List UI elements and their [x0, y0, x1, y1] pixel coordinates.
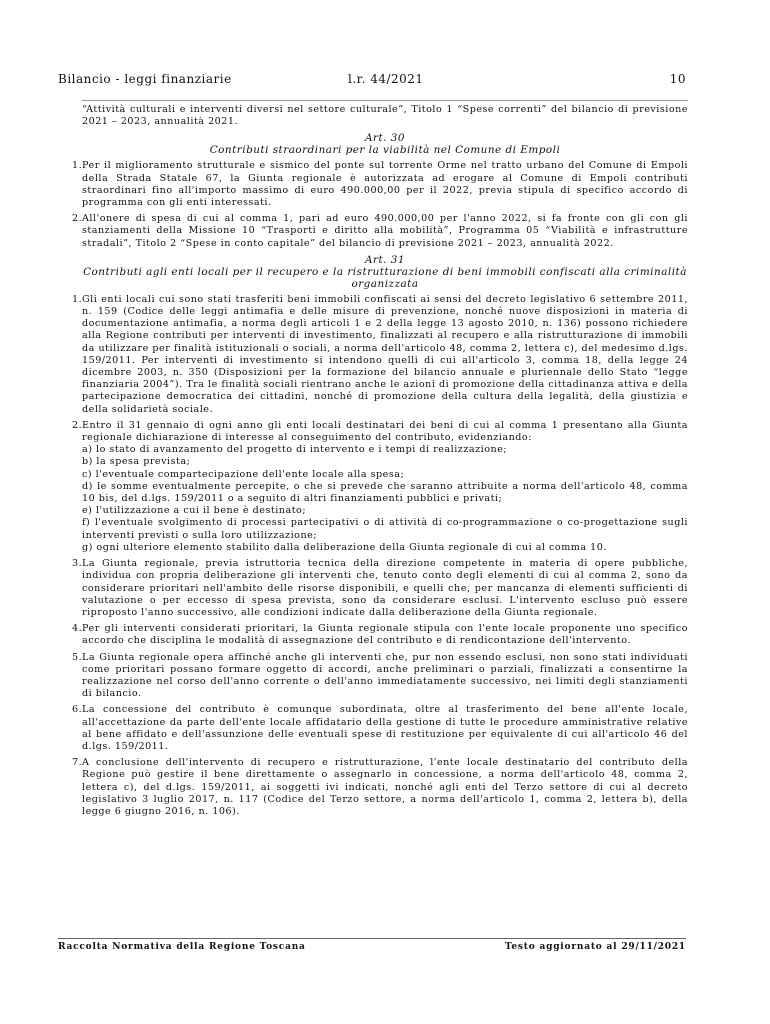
article-31-paragraph-1 — [72, 293, 688, 416]
article-31-paragraph-2 — [72, 419, 688, 554]
paragraph-text: Gli enti locali cui sono stati trasferiti beni immobili confiscati ai sensi del decreto legislativo 6 settembre 2011, n. 159 (Codice delle leggi antimafia e delle misure di prevenzione, nonché nuove disposizioni in materia di documentazione antimafia, a norma degli articoli 1 e 2 della legge 13 agosto 2010, n. 136) possono richiedere alla Regione contributi per interventi di investimento, finalizzati al recupero e alla ristrutturazione di immobili da utilizzare per finalità istituzionali o sociali, a norma dell'articolo 48, comma 2, lettera c), del medesimo d.lgs. 159/2011. Per interventi di investimento si intendono quelli di cui all'articolo 3, comma 18, della legge 24 dicembre 2003, n. 350 (Disposizioni per la formazione del bilancio annuale e pluriennale dello Stato “legge finanziaria 2004”). Tra le finalità sociali rientrano anche le azioni di promozione della cittadinanza attiva e della partecipazione democratica dei cittadini, nonché di promozione della cultura della legalità, della giustizia e della solidarietà sociale. — [82, 293, 688, 415]
list-item: b) la spesa prevista; — [82, 456, 191, 468]
header-section-title: Bilancio - leggi finanziarie — [58, 72, 232, 86]
paragraph-number: 7. — [72, 757, 83, 769]
paragraph-number: 4. — [72, 623, 83, 635]
article-30-paragraphs — [72, 160, 688, 249]
paragraph-text: La concessione del contributo è comunque subordinata, oltre al trasferimento del bene all'ente locale, all'accettazione da parte dell'ente locale affidatario della gestione di tutte le procedure amministrative relative al bene affidato e dell'assunzione delle eventuali spese di restituzione per equivalente di cui all'articolo 46 del d.lgs. 159/2011. — [82, 704, 688, 752]
paragraph-text: Entro il 31 gennaio di ogni anno gli enti locali destinatari dei beni di cui al comma 1 presentano alla Giunta regionale dichiarazione di interesse al conseguimento del contributo, evidenziando: — [82, 419, 688, 444]
intro-paragraph: “Attività culturali e interventi diversi nel settore culturale”, Titolo 1 “Spese correnti” del bilancio di previsione 2021 – 2023, annualità 2021. — [82, 104, 688, 128]
paragraph-number: 3. — [72, 558, 83, 570]
article-31-paragraph-7 — [72, 757, 688, 818]
article-31-paragraphs — [72, 293, 688, 818]
letter-list — [82, 444, 688, 554]
article-31-title: Art. 31 — [365, 253, 405, 266]
header-rule — [82, 100, 688, 101]
paragraph-number: 5. — [72, 651, 83, 663]
header-law-reference: l.r. 44/2021 — [348, 72, 424, 86]
paragraph-text: All'onere di spesa di cui al comma 1, pari ad euro 490.000,00 per l'anno 2022, si fa fronte con gli con gli stanziamenti della Missione 10 “Trasporti e diritto alla mobilità”, Programma 05 “Viabilità e infrastrutture stradali”, Titolo 2 “Spese in conto capitale” del bilancio di previsione 2021 – 2023, annualità 2022. — [82, 213, 688, 249]
paragraph-number: 1. — [72, 293, 83, 305]
list-item: e) l'utilizzazione a cui il bene è destinato; — [82, 505, 307, 517]
paragraph-text: La Giunta regionale, previa istruttoria tecnica della direzione competente in materia di opere pubbliche, individua con propria deliberazione gli interventi che, tenuto conto degli elementi di cui al comma 2, sono da considerare prioritari nell'ambito delle risorse disponibili, e quelli che, per mancanza di elementi sufficienti di valutazione o per eccesso di spesa prevista, sono da considerare esclusi. L'intervento escluso può essere riproposto l'anno successivo, alle condizioni indicate dalla deliberazione della Giunta regionale. — [82, 558, 688, 618]
article-30-paragraph-2 — [72, 213, 688, 250]
list-item: g) ogni ulteriore elemento stabilito dalla deliberazione della Giunta regionale di cui al comma 10. — [82, 541, 607, 553]
paragraph-text: Per gli interventi considerati prioritari, la Giunta regionale stipula con l'ente locale proponente uno specifico accordo che disciplina le modalità di assegnazione del contributo e di rendicontazione dell'intervento. — [82, 623, 688, 647]
footer-collection-name: Raccolta Normativa della Regione Toscana — [58, 942, 306, 952]
list-item: c) l'eventuale compartecipazione dell'ente locale alla spesa; — [82, 468, 405, 480]
article-30-title: Art. 30 — [365, 132, 405, 145]
list-item: f) l'eventuale svolgimento di processi partecipativi o di attività di co-programmazione o co-progettazione sugli interventi previsti o sulla loro utilizzazione; — [82, 517, 688, 541]
document-body — [72, 104, 688, 822]
footer-update-date: Testo aggiornato al 29/11/2021 — [504, 942, 686, 952]
paragraph-number: 2. — [72, 419, 83, 431]
article-31-subtitle: Contributi agli enti locali per il recupero e la ristrutturazione di beni immobili confiscati alla criminalità organizzata — [83, 265, 687, 290]
paragraph-text: Per il miglioramento strutturale e sismico del ponte sul torrente Orme nel tratto urbano del Comune di Empoli della Strada Statale 67, la Giunta regionale è autorizzata ad erogare al Comune di Empoli contributi straordinari fino all'importo massimo di euro 490.000,00 per il 2022, previa stipula di specifico accordo di programma con gli enti interessati. — [82, 160, 688, 209]
article-31-paragraph-5 — [72, 651, 688, 701]
list-item: d) le somme eventualmente percepite, o che si prevede che saranno attribuite a norma dell'articolo 48, comma 10 bis, del d.lgs. 159/2011 o a seguito di altri finanziamenti pubblici e privati; — [82, 480, 688, 505]
paragraph-text: La Giunta regionale opera affinché anche gli interventi che, pur non essendo esclusi, non sono stati individuati come prioritari possano formare oggetto di accordi, anche preliminari o parziali, finalizzati a consentirne la realizzazione nel corso dell'anno corrente o dell'anno immediatamente successivo, nei limiti degli stanziamenti di bilancio. — [82, 651, 688, 700]
paragraph-text: A conclusione dell'intervento di recupero e ristrutturazione, l'ente locale destinatario del contributo della Regione può gestire il bene direttamente o assegnarlo in concessione, a norma dell'articolo 48, comma 2, lettera c), del d.lgs. 159/2011, ai soggetti ivi indicati, nonché agli enti del Terzo settore di cui al decreto legislativo 3 luglio 2017, n. 117 (Codice del Terzo settore, a norma dell'articolo 1, comma 2, lettera b), della legge 6 giugno 2016, n. 106). — [82, 757, 688, 817]
page-number: 10 — [669, 72, 686, 86]
article-31-paragraph-3 — [72, 558, 688, 619]
footer-rule — [58, 938, 686, 939]
paragraph-number: 2. — [72, 213, 83, 225]
article-30-paragraph-1 — [72, 160, 688, 209]
article-31-paragraph-4 — [72, 623, 688, 647]
list-item: a) lo stato di avanzamento del progetto di intervento e i tempi di realizzazione; — [82, 444, 508, 456]
article-31-paragraph-6 — [72, 704, 688, 753]
paragraph-number: 1. — [72, 160, 83, 172]
article-30-subtitle: Contributi straordinari per la viabilità nel Comune di Empoli — [209, 144, 561, 157]
paragraph-number: 6. — [72, 704, 83, 716]
